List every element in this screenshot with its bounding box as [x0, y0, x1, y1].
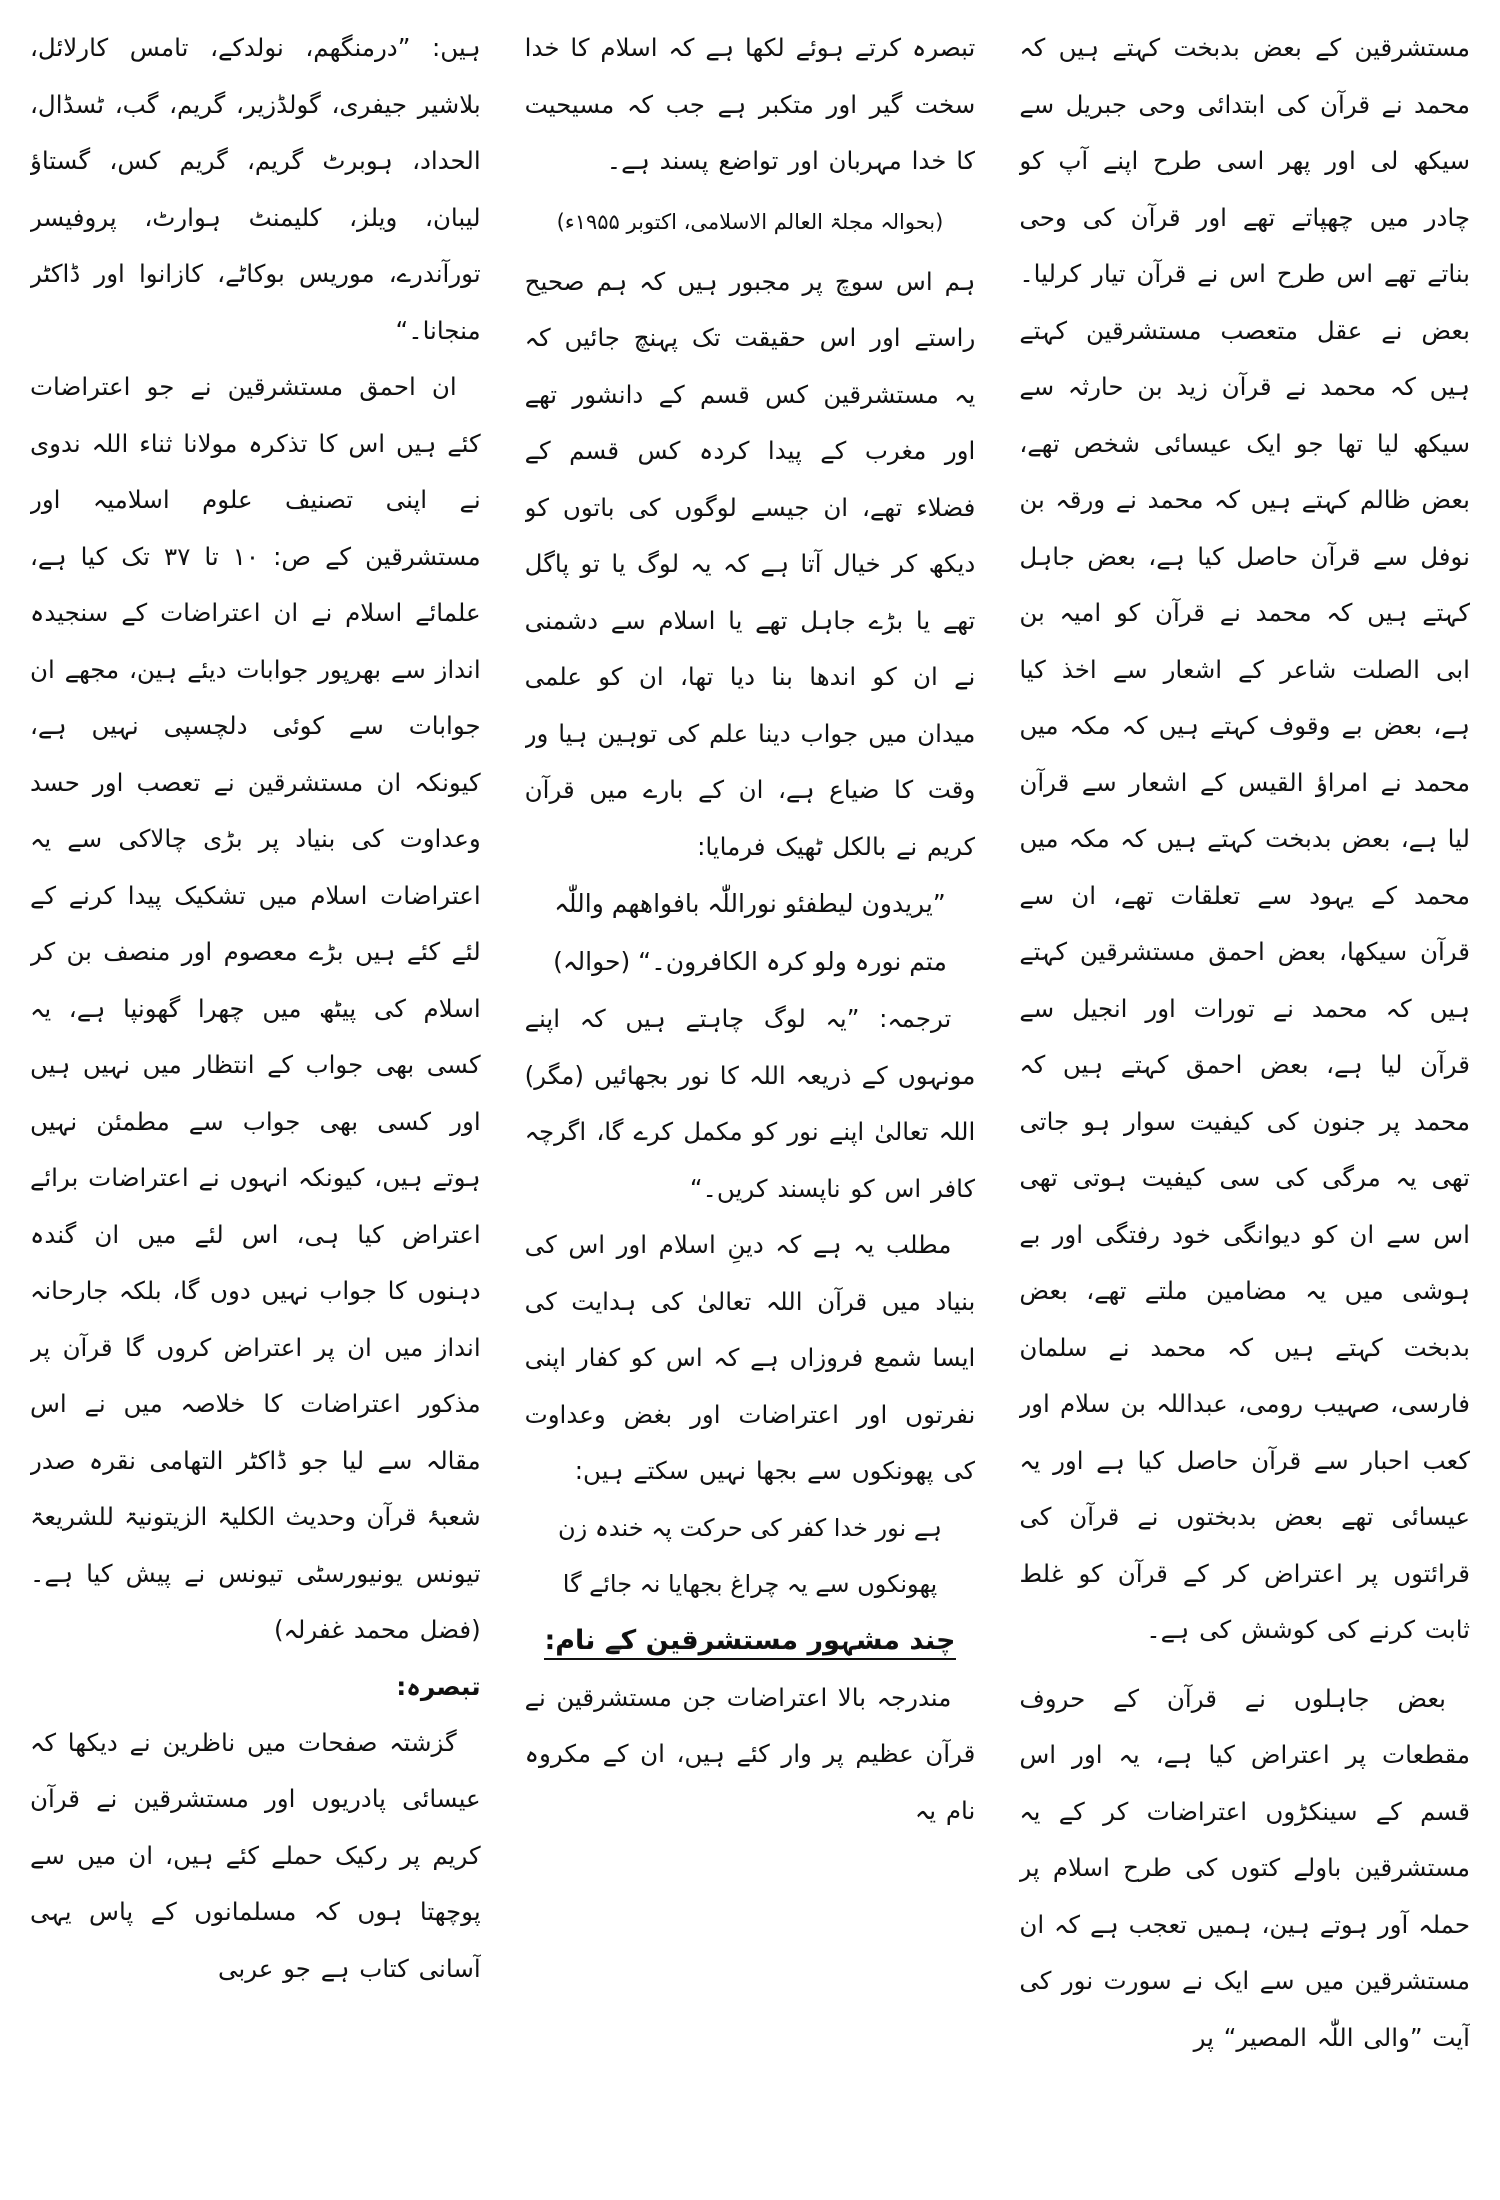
paragraph-commentary: تبصرہ کرتے ہوئے لکھا ہے کہ اسلام کا خدا سخت گیر اور متکبر ہے جب کہ مسیحیت کا خدا مہربان اور تواضع پسند ہے۔ — [524, 33, 976, 175]
paragraph-commentary-body: گزشتہ صفحات میں ناظرین نے دیکھا کہ عیسائی پادریوں اور مستشرقین نے قرآن کریم پر رکیک حملے کئے ہیں، ان میں سے پوچھتا ہوں کہ مسلمانوں کے پاس یہی آسانی کتاب ہے جو عربی — [29, 1727, 481, 1983]
column-middle — [525, 20, 976, 2180]
citation-reference: (بحوالہ مجلۃ العالم الاسلامی، اکتوبر ۱۹۵۵ء) — [556, 209, 944, 234]
section-heading — [525, 1612, 976, 1670]
paragraph-names-intro: مندرجہ بالا اعتراضات جن مستشرقین نے قرآن عظیم پر وار کئے ہیں، ان کے مکروہ نام یہ — [524, 1682, 976, 1825]
paragraph-objections-response: ان احمق مستشرقین نے جو اعتراضات کئے ہیں اس کا تذکرہ مولانا ثناء اللہ ندوی نے اپنی تصنیف علوم اسلامیہ اور مستشرقین کے ص: ۱۰ تا ۳۷ تک کیا ہے، علمائے اسلام نے ان اعتراضات کے سنجیدہ انداز سے بھرپور جوابات دیئے ہین، مجھے ان جوابات سے کوئی دلچسپی نہیں ہے، کیونکہ ان مستشرقین نے تعصب اور حسد وعداوت کی بنیاد پر بڑی چالاکی سے یہ اعتراضات اسلام میں تشکیک پیدا کرنے کے لئے کئے ہیں بڑے معصوم اور منصف بن کر اسلام کی پیٹھ میں چھرا گھونپا ہے، یہ کسی بھی جواب کے انتظار میں نہیں ہیں اور کسی بھی جواب سے مطمئن نہیں ہوتے ہیں، کیونکہ انہوں نے اعتراضات برائے اعتراض کیا ہی، اس لئے میں ان گندہ دہنوں کا جواب نہیں دوں گا، بلکہ جارحانہ انداز میں ان پر اعتراض کروں گا قرآن پر مذکور اعتراضات کا خلاصہ میں نے اس مقالہ سے لیا جو ڈاکٹر التھامی نقرہ صدر شعبۂ قرآن وحدیث الکلیۃ الزیتونیۃ للشریعۃ تیونس یونیورسٹی تیونس نے پیش کیا ہے۔ (فضل محمد غفرلہ) — [29, 372, 481, 1644]
commentary-subheading: تبصرہ: — [396, 1671, 481, 1701]
poem-line-2: پھونکوں سے یہ چراغ بجھایا نہ جائے گا — [562, 1569, 938, 1598]
verse-translation: ترجمہ: ”یہ لوگ چاہتے ہیں کہ اپنے مونہوں کے ذریعہ اللہ کا نور بجھائیں (مگر) اللہ تعالیٰ اپنے نور کو مکمل کرے گا، اگرچہ کافر اس کو ناپسند کریں۔“ — [524, 1004, 976, 1203]
column-left — [30, 20, 481, 2180]
paragraph-reflection: ہم اس سوچ پر مجبور ہیں کہ ہم صحیح راستے اور اس حقیقت تک پہنچ جائیں کہ یہ مستشرقین کس قسم کے دانشور تھے اور مغرب کے پیدا کردہ کس قسم کے فضلاء تھے، ان جیسے لوگوں کی باتوں کو دیکھ کر خیال آتا ہے کہ یہ لوگ یا تو پاگل تھے یا بڑے جاہل تھے یا اسلام سے دشمنی نے ان کو اندھا بنا دیا تھا، ان کو علمی میدان میں جواب دینا علم کی توہین ہیا ور وقت کا ضیاع ہے، ان کے بارے میں قرآن کریم نے بالکل ٹھیک فرمایا: — [524, 266, 976, 861]
paragraph-meaning: مطلب یہ ہے کہ دینِ اسلام اور اس کی بنیاد میں قرآن اللہ تعالیٰ کی ہدایت کی ایسا شمع فروزاں ہے کہ اس کو کفار اپنی نفرتوں اور اعتراضات اور بغض وعداوت کی پھونکوں سے بجھا نہیں سکتے ہیں: — [524, 1230, 976, 1485]
poem-line-1: ہے نور خدا کفر کی حرکت پہ خندہ زن — [558, 1513, 942, 1542]
paragraph-orientalist-names: ہیں: ”درمنگھم، نولدکے، تامس کارلائل، بلاشیر جیفری، گولڈزیر، گریم، گب، ٹسڈال، الحداد، ہوبرٹ گریم، گریم کس، گستاؤ لیبان، ویلز، کلیمنٹ ہوارٹ، پروفیسر تورآندرے، موریس بوکاٹے، کازانوا اور ڈاکٹر منجانا۔“ — [29, 33, 481, 345]
quran-verse: ”یریدون لیطفئو نوراللّٰہ بافواھھم واللّٰہ متم نورہ ولو کرہ الکافرون۔“ (حوالہ) — [553, 889, 947, 976]
section-heading-text: چند مشہور مستشرقین کے نام: — [544, 1625, 955, 1660]
paragraph-muqattaat-objection: بعض جاہلوں نے قرآن کے حروف مقطعات پر اعتراض کیا ہے، یہ اور اس قسم کے سینکڑوں اعتراضات کر کے یہ مستشرقین باولے کتوں کی طرح اسلام پر حملہ آور ہوتے ہین، ہمیں تعجب ہے کہ ان مستشرقین میں سے ایک نے سورت نور کی آیت ”والی اللّٰہ المصیر“ پر — [1019, 1683, 1470, 2052]
text-columns — [30, 20, 1470, 2180]
paragraph-orientalist-claims: مستشرقین کے بعض بدبخت کہتے ہیں کہ محمد نے قرآن کی ابتدائی وحی جبریل سے سیکھ لی اور پھر اسی طرح اپنے آپ کو چادر میں چھپاتے تھے اور قرآن کی وحی بناتے تھے اس طرح اس نے قرآن تیار کرلیا۔ بعض نے عقل متعصب مستشرقین کہتے ہیں کہ محمد نے قرآن زید بن حارثہ سے سیکھ لیا تھا جو ایک عیسائی شخص تھے، بعض ظالم کہتے ہیں کہ محمد نے ورقہ بن نوفل سے قرآن حاصل کیا ہے، بعض جاہل کہتے ہیں کہ محمد نے قرآن کو امیہ بن ابی الصلت شاعر کے اشعار سے اخذ کیا ہے، بعض بے وقوف کہتے ہیں کہ مکہ میں محمد نے امراؤ القیس کے اشعار سے قرآن لیا ہے، بعض بدبخت کہتے ہیں کہ مکہ میں محمد کے یہود سے تعلقات تھے، ان سے قرآن سیکھا، بعض احمق مستشرقین کہتے ہیں کہ محمد نے تورات اور انجیل سے قرآن لیا ہے، بعض احمق کہتے ہیں کہ محمد پر جنون کی کیفیت سوار ہو جاتی تھی یہ مرگی کی سی کیفیت ہوتی تھی اس سے ان کو دیوانگی خود رفتگی اور بے ہوشی میں یہ مضامین ملتے تھے، بعض بدبخت کہتے ہیں کہ محمد نے سلمان فارسی، صہیب رومی، عبداللہ بن سلام اور کعب احبار سے قرآن حاصل کیا ہے اور یہ عیسائی تھے بعض بدبختوں نے قرآن کی قرائتوں پر اعتراض کر کے قرآن کو غلط ثابت کرنے کی کوشش کی ہے۔ — [1019, 33, 1470, 1644]
column-right — [1019, 20, 1470, 2180]
